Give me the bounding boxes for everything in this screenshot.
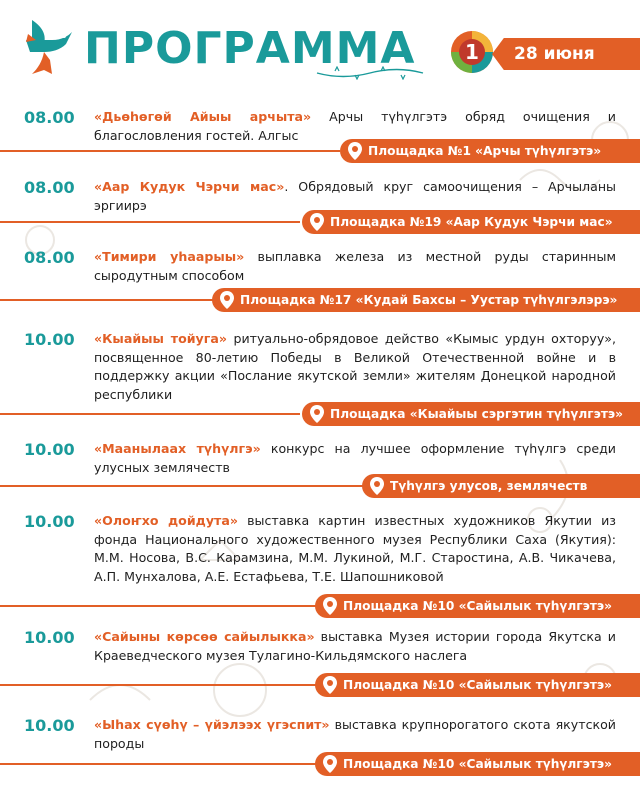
event-description [94, 330, 616, 404]
event-name: «Сайыны көрсөө сайылыкка» [94, 629, 315, 644]
location-badge [315, 752, 640, 776]
location-badge [340, 139, 640, 163]
event-time: 08.00 [24, 108, 75, 127]
divider-line [0, 413, 300, 415]
location-label: Площадка №10 «Сайылык түһүлгэтэ» [343, 678, 613, 692]
location-badge [212, 288, 640, 312]
location-pin-icon [220, 291, 234, 309]
event-time: 10.00 [24, 512, 75, 531]
event-description [94, 512, 616, 586]
event-text: . Обрядовый круг самоочищения – Арчыланы эргиирэ [94, 179, 616, 213]
event-text: конкурс на лучшее оформление түһүлгэ среди улусных землячеств [94, 441, 616, 475]
location-badge [302, 210, 640, 234]
event-text: Арчы түһүлгэтэ обряд очищения и благословления гостей. Алгыс [94, 109, 616, 143]
event-name: «Аар Кудук Чэрчи мас» [94, 179, 285, 194]
location-label: Площадка №19 «Аар Кудук Чэрчи мас» [330, 215, 613, 229]
event-description [94, 248, 616, 285]
event-time: 08.00 [24, 248, 75, 267]
event-name: «Ыһах сүөһү – үйэлээх үгэспит» [94, 717, 330, 732]
event-time: 10.00 [24, 716, 75, 735]
divider-line [0, 684, 325, 686]
location-pin-icon [370, 477, 384, 495]
event-description [94, 440, 616, 477]
divider-line [0, 605, 325, 607]
day-number: 1 [465, 40, 479, 64]
location-label: Площадка №1 «Арчы түһүлгэтэ» [368, 144, 602, 158]
event-description [94, 628, 616, 665]
event-time: 10.00 [24, 330, 75, 349]
date-label: 28 июня [514, 44, 595, 64]
page-title: ПРОГРАММА [84, 23, 416, 74]
divider-line [0, 299, 220, 301]
divider-line [0, 150, 340, 152]
location-pin-icon [323, 597, 337, 615]
location-badge [362, 474, 640, 498]
location-badge [315, 673, 640, 697]
event-name: «Маанылаах түһүлгэ» [94, 441, 261, 456]
location-label: Площадка №17 «Кудай Бахсы – Уустар түһүлгэлэрэ» [240, 293, 618, 307]
event-text: выплавка железа из местной руды старинным сыродутным способом [94, 249, 616, 283]
event-text: выставка картин известных художников Якутии из фонда Национального художественного музея Республики Саха (Якутия): М.М. Носова, В.С. Карамзина, М.М. Лукиной, М.Г. Старостина, А.В. Чикачева, А.П. Мунхалова, А.Е. Естафьева, Т.Е. Шапошниковой [94, 513, 616, 584]
location-pin-icon [323, 676, 337, 694]
location-pin-icon [348, 142, 362, 160]
event-description [94, 716, 616, 753]
divider-line [0, 485, 370, 487]
location-label: Түһүлгэ улусов, землячеств [390, 479, 588, 493]
location-label: Площадка №10 «Сайылык түһүлгэтэ» [343, 757, 613, 771]
location-label: Площадка №10 «Сайылык түһүлгэтэ» [343, 599, 613, 613]
header [0, 0, 640, 96]
event-name: «Тимири уһаарыы» [94, 249, 245, 264]
event-text: ритуально-обрядовое действо «Кымыс урдун охторуу», посвященное 80-летию Победы в Великой Отечественной войне и в поддержку акции «Послание якутской земли» жителям Донецкой народной республики [94, 331, 616, 402]
event-text: выставка Музея истории города Якутска и Краеведческого музея Тулагино-Кильдямского наслега [94, 629, 616, 663]
bird-logo-icon [22, 14, 74, 76]
location-badge [315, 594, 640, 618]
location-pin-icon [310, 213, 324, 231]
event-time: 10.00 [24, 440, 75, 459]
event-name: «Олоҥхо дойдута» [94, 513, 238, 528]
event-name: «Кыайыы тойуга» [94, 331, 227, 346]
event-name: «Дьөһөгөй Айыы арчыта» [94, 109, 312, 124]
ornament-icon [315, 66, 425, 80]
event-time: 08.00 [24, 178, 75, 197]
event-time: 10.00 [24, 628, 75, 647]
event-text: выставка крупнорогатого скота якутской породы [94, 717, 616, 751]
location-pin-icon [323, 755, 337, 773]
divider-line [0, 763, 325, 765]
location-pin-icon [310, 405, 324, 423]
divider-line [0, 221, 300, 223]
location-label: Площадка «Кыайыы сэргэтин түһүлгэтэ» [330, 407, 624, 421]
location-badge [302, 402, 640, 426]
